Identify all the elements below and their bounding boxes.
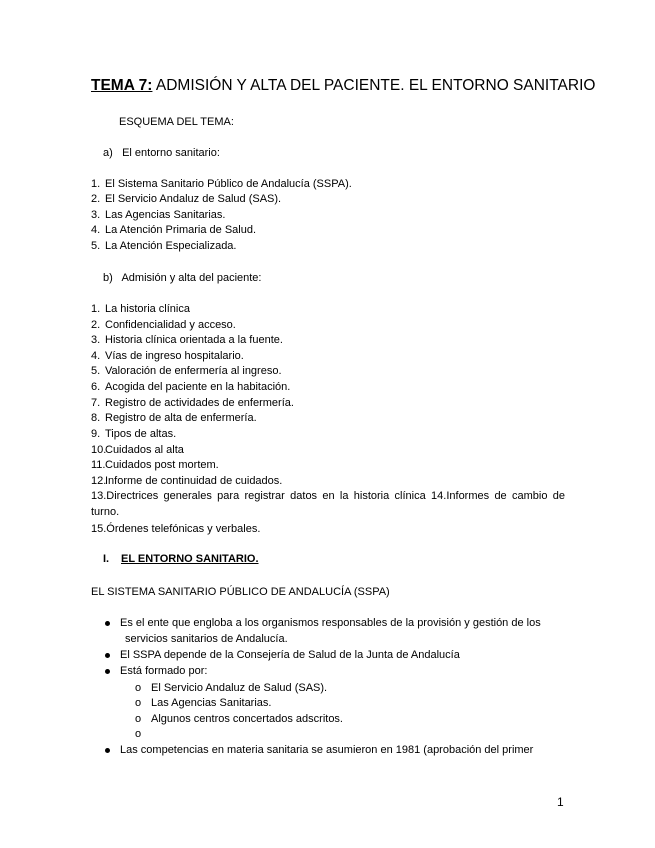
section-b-heading	[103, 271, 261, 285]
bullet-text: Es el ente que engloba a los organismos responsables de la provisión y gestión de los	[120, 617, 541, 629]
list-item: 5. Valoración de enfermería al ingreso.	[91, 365, 282, 377]
sub-item: o Algunos centros concertados adscritos.	[135, 713, 343, 725]
page-number: 1	[557, 795, 564, 809]
list-item: 10.Cuidados al alta	[91, 444, 184, 456]
bullet-text-cont: servicios sanitarios de Andalucía.	[125, 632, 288, 645]
list-item: 3. Historia clínica orientada a la fuente.	[91, 334, 283, 346]
list-item: 2. Confidencialidad y acceso.	[91, 319, 236, 331]
title-rest: ADMISIÓN Y ALTA DEL PACIENTE. EL ENTORNO SANITARIO	[152, 77, 596, 94]
list-item-13-14: 13.Directrices generales para registrar datos en la historia clínica 14.Informes de cambio de turno.	[91, 490, 565, 518]
list-item: 8. Registro de alta de enfermería.	[91, 412, 257, 424]
page-title	[91, 77, 595, 95]
section-I-text: EL ENTORNO SANITARIO.	[121, 553, 259, 565]
list-item: 12.Informe de continuidad de cuidados.	[91, 475, 283, 487]
section-b-label: Admisión y alta del paciente:	[121, 272, 262, 284]
section-a-heading	[103, 146, 220, 160]
bullet-item	[105, 664, 565, 680]
sub-item: o Las Agencias Sanitarias.	[135, 697, 272, 709]
sub-item: o El Servicio Andaluz de Salud (SAS).	[135, 682, 328, 694]
bullet-icon	[105, 621, 110, 626]
list-item: 3. Las Agencias Sanitarias.	[91, 209, 226, 221]
bullet-item	[105, 648, 565, 664]
bullet-icon	[105, 748, 110, 753]
section-a-label: El entorno sanitario:	[122, 147, 220, 159]
list-item: 7. Registro de actividades de enfermería.	[91, 397, 294, 409]
bullet-text: Está formado por:	[120, 665, 208, 677]
list-item: 1. La historia clínica	[91, 303, 190, 315]
list-item: 5. La Atención Especializada.	[91, 240, 237, 252]
list-item: 4. Vías de ingreso hospitalario.	[91, 350, 244, 362]
section-a-marker: a)	[103, 147, 113, 159]
list-item: 11.Cuidados post mortem.	[91, 459, 219, 471]
esquema-label: ESQUEMA DEL TEMA:	[119, 116, 234, 128]
sspa-heading: EL SISTEMA SANITARIO PÚBLICO DE ANDALUCÍA (SSPA)	[91, 586, 390, 598]
bullet-icon	[105, 669, 110, 674]
list-item: 9. Tipos de altas.	[91, 428, 177, 440]
list-item: 4. La Atención Primaria de Salud.	[91, 224, 257, 236]
title-lead: TEMA 7:	[91, 77, 153, 94]
sub-item: o	[135, 728, 142, 740]
section-I-roman: I.	[103, 553, 110, 565]
bullet-icon	[105, 653, 110, 658]
bullet-item	[105, 616, 565, 647]
bullet-text: El SSPA depende de la Consejería de Salud de la Junta de Andalucía	[120, 649, 460, 661]
list-item-15: 15.Órdenes telefónicas y verbales.	[91, 523, 261, 535]
list-item: 2. El Servicio Andaluz de Salud (SAS).	[91, 193, 282, 205]
list-item: 6. Acogida del paciente en la habitación.	[91, 381, 291, 393]
section-I-heading	[103, 553, 259, 565]
bullet-item	[105, 743, 565, 759]
section-b-marker: b)	[103, 272, 113, 284]
list-item: 1. El Sistema Sanitario Público de Andalucía (SSPA).	[91, 178, 352, 190]
bullet-text: Las competencias en materia sanitaria se asumieron en 1981 (aprobación del primer	[120, 744, 534, 756]
